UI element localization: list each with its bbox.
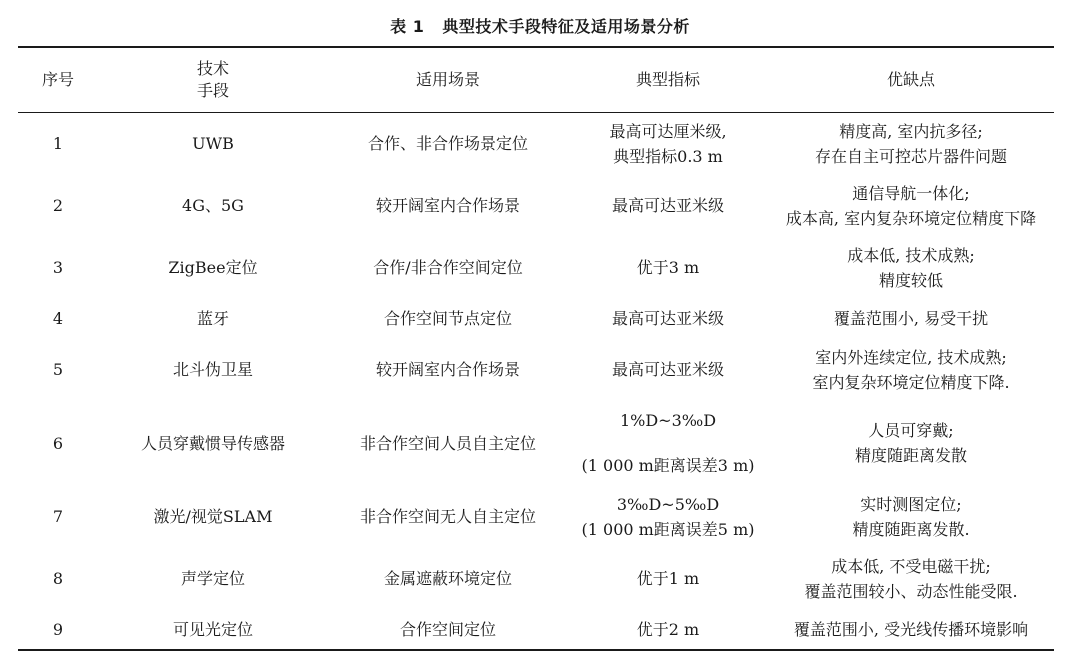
pros-cons-line: 精度高, 室内抗多径;	[839, 121, 983, 141]
cell-metric	[568, 486, 768, 548]
metric-line: 优于2 m	[636, 619, 700, 639]
table-row	[18, 175, 1054, 237]
pros-cons-line: 覆盖范围较小、动态性能受限.	[804, 581, 1018, 601]
cell-scenario: 非合作空间无人自主定位	[359, 507, 536, 526]
cell-metric	[568, 237, 768, 299]
metric-line: (1 000 m距离误差5 m)	[581, 519, 755, 539]
cell-pros-cons	[768, 339, 1054, 401]
header-pros-cons: 优缺点	[886, 70, 935, 89]
cell-pros-cons	[768, 486, 1054, 548]
cell-index: 9	[52, 619, 64, 639]
cell-pros-cons	[768, 113, 1054, 175]
metric-line: 最高可达亚米级	[611, 196, 724, 215]
cell-index: 6	[52, 433, 64, 453]
table-row	[18, 486, 1054, 548]
header-index: 序号	[41, 70, 74, 89]
cell-metric	[568, 610, 768, 650]
cell-pros-cons	[768, 175, 1054, 237]
caption-number: 表 1	[390, 17, 425, 36]
table-body	[18, 113, 1054, 650]
cell-technique: 声学定位	[180, 569, 245, 588]
header-technique	[98, 47, 328, 113]
metric-line: 最高可达亚米级	[611, 360, 724, 379]
metric-line: 最高可达厘米级,	[609, 121, 727, 141]
pros-cons-line: 精度随距离发散.	[852, 519, 970, 539]
metric-line: 最高可达亚米级	[611, 309, 724, 328]
header-technique-line1: 技术	[196, 59, 229, 78]
cell-index: 7	[52, 507, 64, 526]
cell-index: 2	[52, 196, 64, 215]
cell-pros-cons	[768, 610, 1054, 650]
cell-metric	[568, 548, 768, 610]
cell-scenario: 较开阔室内合作场景	[375, 360, 520, 379]
header-scenario: 适用场景	[415, 70, 480, 89]
cell-technique: 人员穿戴惯导传感器	[140, 433, 285, 453]
table-row	[18, 299, 1054, 339]
table-row	[18, 339, 1054, 401]
pros-cons-line: 成本低, 技术成熟;	[847, 245, 975, 265]
pros-cons-line: 通信导航一体化;	[852, 183, 970, 203]
cell-scenario: 合作空间节点定位	[383, 309, 512, 328]
table-caption	[0, 14, 1080, 37]
cell-technique: ZigBee定位	[168, 258, 258, 277]
metric-line: 3‰D~5‰D	[616, 494, 720, 514]
pros-cons-line: 成本低, 不受电磁干扰;	[831, 556, 991, 576]
pros-cons-line: 精度随距离发散	[854, 446, 967, 465]
cell-pros-cons	[768, 299, 1054, 339]
metric-line: (1 000 m距离误差3 m)	[581, 456, 755, 475]
cell-index: 5	[52, 360, 64, 379]
table-row	[18, 113, 1054, 175]
cell-technique: UWB	[192, 134, 234, 154]
cell-technique: 4G、5G	[182, 196, 244, 215]
header-metric: 典型指标	[635, 70, 700, 89]
cell-index: 3	[52, 258, 64, 277]
technique-table	[18, 46, 1054, 651]
table-row	[18, 237, 1054, 299]
cell-metric	[568, 175, 768, 237]
header-row	[18, 47, 1054, 113]
cell-pros-cons	[768, 237, 1054, 299]
pros-cons-line: 实时测图定位;	[860, 494, 962, 514]
metric-line: 典型指标0.3 m	[613, 146, 723, 166]
cell-technique: 激光/视觉SLAM	[153, 507, 273, 526]
cell-pros-cons	[768, 401, 1054, 486]
pros-cons-line: 室内外连续定位, 技术成熟;	[815, 347, 1007, 367]
pros-cons-line: 覆盖范围小, 受光线传播环境影响	[793, 619, 1029, 639]
pros-cons-line: 覆盖范围小, 易受干扰	[833, 309, 989, 328]
cell-scenario: 合作、非合作场景定位	[367, 134, 528, 154]
cell-technique: 可见光定位	[172, 619, 253, 639]
pros-cons-line: 精度较低	[878, 270, 943, 290]
table-row	[18, 610, 1054, 650]
caption-title: 典型技术手段特征及适用场景分析	[442, 17, 690, 36]
cell-metric	[568, 299, 768, 339]
metric-line: 1%D~3‰D	[619, 411, 717, 430]
cell-metric	[568, 401, 768, 486]
metric-line: 优于1 m	[636, 569, 700, 588]
table-row	[18, 401, 1054, 486]
cell-pros-cons	[768, 548, 1054, 610]
metric-line: 优于3 m	[636, 258, 700, 277]
cell-metric	[568, 339, 768, 401]
cell-technique: 北斗伪卫星	[172, 360, 253, 379]
cell-scenario: 较开阔室内合作场景	[375, 196, 520, 215]
pros-cons-line: 室内复杂环境定位精度下降.	[812, 372, 1010, 392]
header-technique-line2: 手段	[196, 81, 229, 100]
cell-index: 4	[52, 309, 64, 328]
cell-index: 8	[52, 569, 64, 588]
pros-cons-line: 人员可穿戴;	[868, 421, 954, 440]
pros-cons-line: 成本高, 室内复杂环境定位精度下降	[785, 208, 1037, 228]
cell-scenario: 合作/非合作空间定位	[373, 258, 523, 277]
cell-index: 1	[52, 134, 64, 154]
cell-scenario: 非合作空间人员自主定位	[359, 433, 536, 453]
cell-technique: 蓝牙	[196, 309, 229, 328]
cell-metric	[568, 113, 768, 175]
cell-scenario: 金属遮蔽环境定位	[383, 569, 512, 588]
pros-cons-line: 存在自主可控芯片器件问题	[814, 146, 1007, 166]
cell-scenario: 合作空间定位	[399, 619, 496, 639]
table-row	[18, 548, 1054, 610]
